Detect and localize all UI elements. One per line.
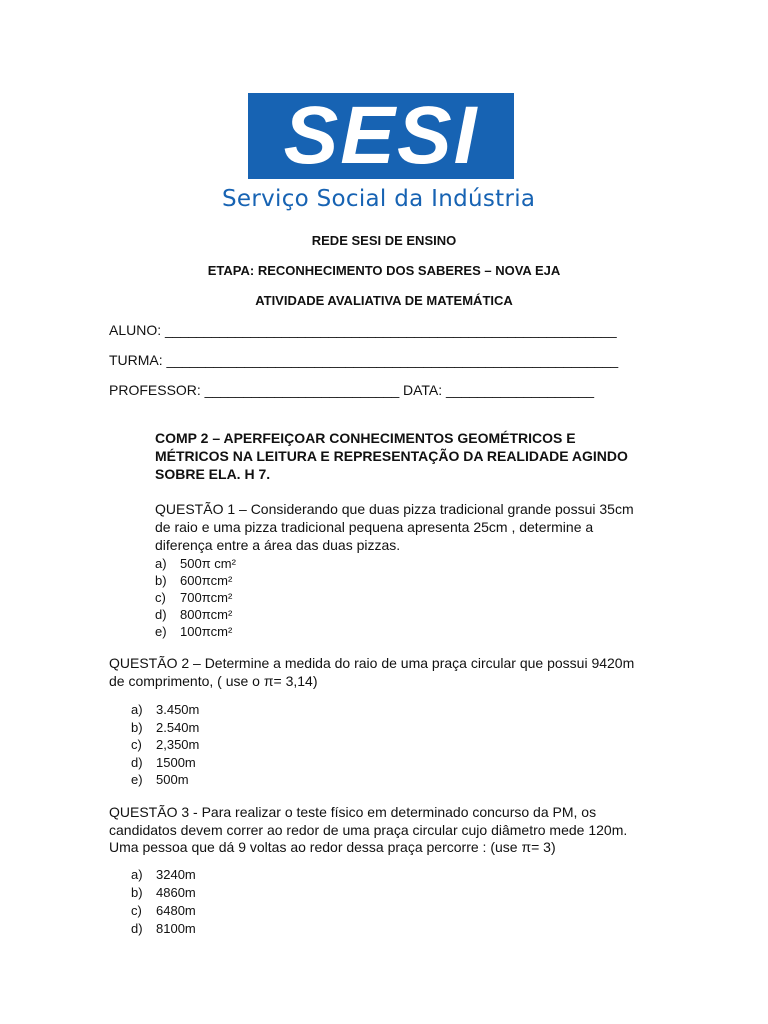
competency-line-3: SOBRE ELA. H 7. xyxy=(155,466,271,482)
option-text: 3.450m xyxy=(156,702,200,717)
option-letter: b) xyxy=(131,720,143,735)
option-text: 800πcm² xyxy=(180,607,233,622)
option-text: 700πcm² xyxy=(180,590,233,605)
q3-option-a xyxy=(131,867,196,882)
option-letter: c) xyxy=(131,903,142,918)
q2-option-b xyxy=(131,720,199,735)
question-1-line-2: de raio e uma pizza tradicional pequena apresenta 25cm , determine a xyxy=(155,519,594,535)
question-3-line-2: candidatos devem correr ao redor de uma praça circular cujo diâmetro mede 120m. xyxy=(109,822,628,838)
q2-option-d xyxy=(131,755,196,770)
header-network: REDE SESI DE ENSINO xyxy=(311,233,457,248)
q3-option-c xyxy=(131,903,196,918)
option-text: 1500m xyxy=(156,755,196,770)
question-1-line-1: QUESTÃO 1 – Considerando que duas pizza tradicional grande possui 35cm xyxy=(155,501,634,517)
class-field: TURMA: __________________________________________________________ xyxy=(109,352,619,368)
date-field: DATA: ___________________ xyxy=(403,382,594,398)
q1-option-b xyxy=(155,573,232,588)
question-3-line-3: Uma pessoa que dá 9 voltas ao redor dessa praça percorre : (use π= 3) xyxy=(109,839,556,855)
option-letter: c) xyxy=(131,737,142,752)
q1-option-e xyxy=(155,624,232,639)
q2-option-e xyxy=(131,772,189,787)
option-letter: d) xyxy=(131,921,143,936)
option-letter: c) xyxy=(155,590,166,605)
option-text: 3240m xyxy=(156,867,196,882)
q3-option-d xyxy=(131,921,196,936)
teacher-field: PROFESSOR: _________________________ xyxy=(109,382,400,398)
option-text: 2,350m xyxy=(156,737,200,752)
competency-line-2: MÉTRICOS NA LEITURA E REPRESENTAÇÃO DA REALIDADE AGINDO xyxy=(155,448,628,464)
option-letter: b) xyxy=(155,573,167,588)
q3-option-b xyxy=(131,885,196,900)
option-text: 500π cm² xyxy=(180,556,236,571)
option-text: 8100m xyxy=(156,921,196,936)
q1-option-d xyxy=(155,607,232,622)
option-text: 500m xyxy=(156,772,189,787)
question-1-line-3: diferença entre a área das duas pizzas. xyxy=(155,537,401,553)
logo-subtitle: Serviço Social da Indústria xyxy=(222,186,536,212)
sesi-logo xyxy=(248,90,514,181)
q1-option-c xyxy=(155,590,232,605)
question-2-line-2: de comprimento, ( use o π= 3,14) xyxy=(109,673,318,689)
q2-option-c xyxy=(131,737,199,752)
option-text: 2.540m xyxy=(156,720,200,735)
option-letter: d) xyxy=(131,755,143,770)
option-letter: b) xyxy=(131,885,143,900)
logo-text: SESI xyxy=(283,90,479,181)
option-text: 600πcm² xyxy=(180,573,233,588)
q1-option-a xyxy=(155,556,236,571)
q2-option-a xyxy=(131,702,199,717)
option-letter: a) xyxy=(155,556,167,571)
option-letter: a) xyxy=(131,867,143,882)
option-text: 100πcm² xyxy=(180,624,233,639)
option-letter: e) xyxy=(131,772,143,787)
option-letter: e) xyxy=(155,624,167,639)
header-activity: ATIVIDADE AVALIATIVA DE MATEMÁTICA xyxy=(255,293,513,308)
question-2-line-1: QUESTÃO 2 – Determine a medida do raio de uma praça circular que possui 9420m xyxy=(109,655,635,671)
competency-line-1: COMP 2 – APERFEIÇOAR CONHECIMENTOS GEOMÉTRICOS E xyxy=(155,430,576,446)
option-text: 4860m xyxy=(156,885,196,900)
option-text: 6480m xyxy=(156,903,196,918)
option-letter: d) xyxy=(155,607,167,622)
header-stage: ETAPA: RECONHECIMENTO DOS SABERES – NOVA EJA xyxy=(207,263,561,278)
student-field: ALUNO: __________________________________________________________ xyxy=(109,322,617,338)
question-3-line-1: QUESTÃO 3 - Para realizar o teste físico em determinado concurso da PM, os xyxy=(109,804,597,820)
option-letter: a) xyxy=(131,702,143,717)
